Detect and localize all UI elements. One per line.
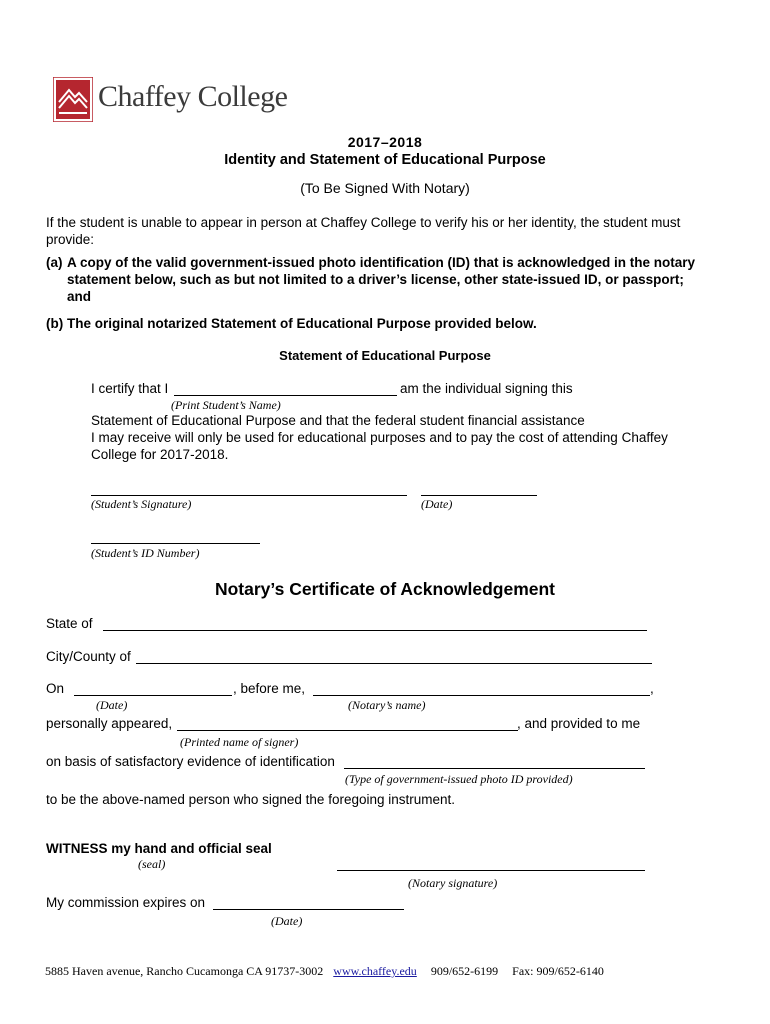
evidence-label: on basis of satisfactory evidence of identification bbox=[46, 754, 335, 769]
witness-text: WITNESS my hand and official seal bbox=[46, 841, 272, 856]
item-a-line-1: A copy of the valid government-issued photo identification (ID) that is acknowledged in the notary bbox=[67, 255, 696, 270]
provided-label: , and provided to me bbox=[517, 716, 641, 731]
appeared-label: personally appeared, bbox=[46, 716, 173, 731]
printed-name-caption: (Printed name of signer) bbox=[180, 735, 299, 749]
statement-body-1: Statement of Educational Purpose and that the federal student financial assistance bbox=[91, 413, 585, 428]
notary-name-field[interactable] bbox=[313, 695, 650, 696]
footer-address: 5885 Haven avenue, Rancho Cucamonga CA 91737-3002 bbox=[45, 964, 324, 978]
before-me-label: , before me, bbox=[233, 681, 306, 696]
item-a-line-3: and bbox=[67, 289, 92, 304]
logo-text: Chaffey College bbox=[98, 80, 288, 113]
footer bbox=[45, 964, 604, 979]
intro-line-1: If the student is unable to appear in person at Chaffey College to verify his or her identity, the student must bbox=[46, 215, 681, 230]
notary-date-field[interactable] bbox=[74, 695, 232, 696]
intro-line-2: provide: bbox=[46, 232, 95, 247]
page-title: Identity and Statement of Educational Purpose bbox=[224, 152, 546, 168]
state-field[interactable] bbox=[103, 630, 647, 631]
notary-name-caption: (Notary’s name) bbox=[348, 698, 426, 712]
certify-prefix: I certify that I bbox=[91, 381, 169, 396]
print-name-caption: (Print Student’s Name) bbox=[171, 398, 281, 412]
student-date-caption: (Date) bbox=[421, 497, 453, 511]
statement-heading: Statement of Educational Purpose bbox=[279, 348, 491, 363]
student-name-field[interactable] bbox=[174, 395, 397, 396]
student-id-field[interactable] bbox=[91, 543, 260, 544]
website-link[interactable]: www.chaffey.edu bbox=[333, 964, 417, 978]
id-type-field[interactable] bbox=[344, 768, 645, 769]
notary-heading: Notary’s Certificate of Acknowledgement bbox=[214, 579, 556, 599]
notary-signature-caption: (Notary signature) bbox=[408, 876, 498, 890]
item-a-label: (a) bbox=[46, 255, 63, 270]
page-subtitle: (To Be Signed With Notary) bbox=[300, 180, 470, 196]
commission-label: My commission expires on bbox=[46, 895, 206, 910]
student-signature-field[interactable] bbox=[91, 495, 407, 496]
commission-date-field[interactable] bbox=[213, 909, 404, 910]
notary-date-caption: (Date) bbox=[96, 698, 128, 712]
state-label: State of bbox=[46, 616, 93, 631]
item-a-line-2: statement below, such as but not limited to a driver’s license, other state-issued ID, or passport; bbox=[67, 272, 684, 287]
footer-fax: Fax: 909/652-6140 bbox=[512, 964, 604, 978]
county-field[interactable] bbox=[136, 663, 652, 664]
form-year: 2017–2018 bbox=[347, 134, 423, 150]
seal-caption: (seal) bbox=[138, 857, 166, 871]
commission-date-caption: (Date) bbox=[271, 914, 303, 928]
student-date-field[interactable] bbox=[421, 495, 537, 496]
chaffey-logo-icon bbox=[53, 77, 93, 122]
statement-body-2: I may receive will only be used for educational purposes and to pay the cost of attending Chaffey bbox=[91, 430, 668, 445]
id-type-caption: (Type of government-issued photo ID provided) bbox=[345, 772, 573, 786]
student-id-caption: (Student’s ID Number) bbox=[91, 546, 200, 560]
footer-phone: 909/652-6199 bbox=[430, 964, 499, 978]
above-named-text: to be the above-named person who signed the foregoing instrument. bbox=[46, 792, 456, 807]
item-b: (b) The original notarized Statement of Educational Purpose provided below. bbox=[46, 316, 537, 331]
notary-signature-field[interactable] bbox=[337, 870, 645, 871]
student-signature-caption: (Student’s Signature) bbox=[91, 497, 192, 511]
certify-suffix: am the individual signing this bbox=[400, 381, 573, 396]
signer-name-field[interactable] bbox=[177, 730, 518, 731]
on-label: On bbox=[46, 681, 65, 696]
county-label: City/County of bbox=[46, 649, 131, 664]
comma-label: , bbox=[650, 681, 654, 696]
statement-body-3: College for 2017-2018. bbox=[91, 447, 229, 462]
